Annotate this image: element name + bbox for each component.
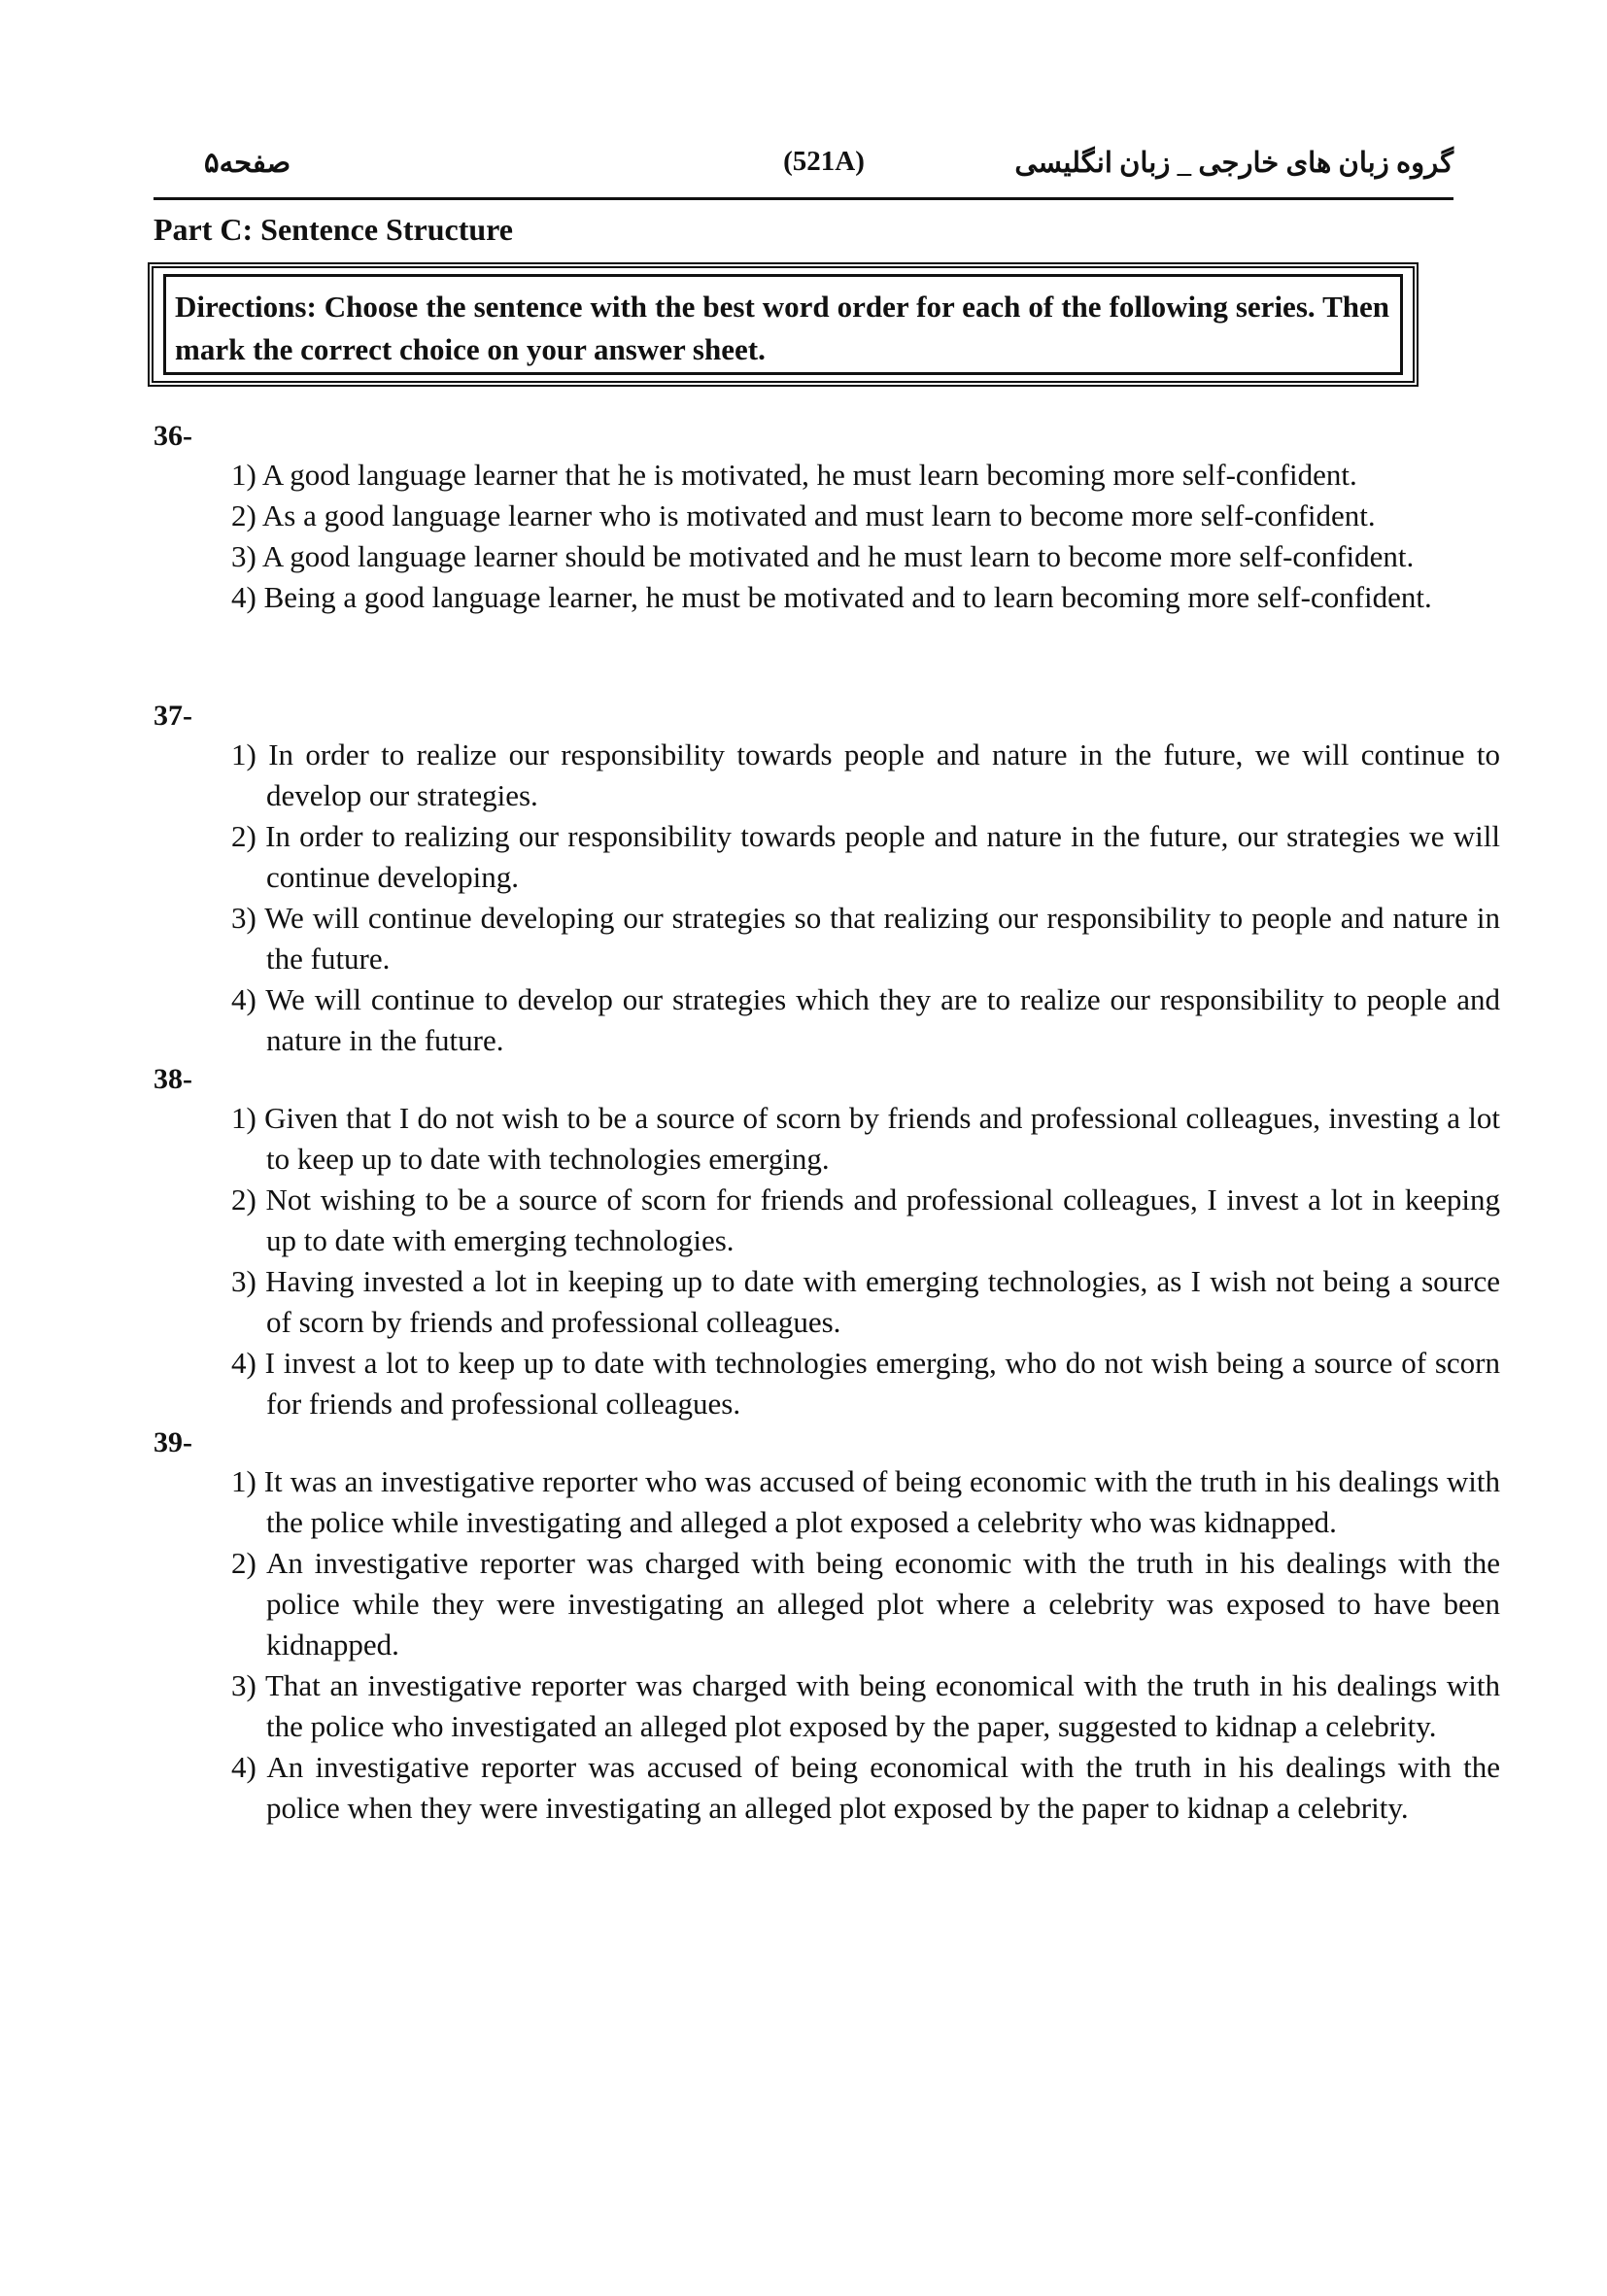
option-label: 4) [231,1346,256,1380]
option-label: 1) [231,737,256,771]
header-divider [154,197,1453,200]
option-text: A good language learner that he is motivated, he must learn becoming more self-confident. [261,458,1357,492]
option-text: A good language learner should be motivated and he must learn to become more self-confident. [261,539,1415,573]
option-label: 2) [231,1182,256,1217]
option-text: Being a good language learner, he must be motivated and to learn becoming more self-confident. [263,580,1432,614]
option-text: I invest a lot to keep up to date with technologies emerging, who do not wish being a source of scorn for friends and professional colleagues. [264,1346,1501,1421]
option-text: That an investigative reporter was charged with being economical with the truth in his dealings with the police who investigated an alleged plot exposed by the paper, suggested to kidnap a celebrity. [264,1668,1500,1743]
option-text: Not wishing to be a source of scorn for friends and professional colleagues, I invest a lot in keeping up to date with emerging technologies. [265,1182,1500,1257]
option-text: Having invested a lot in keeping up to date with emerging technologies, as I wish not being a source of scorn by friends and professional colleagues. [265,1264,1501,1339]
page-header [154,146,1453,187]
option-text: As a good language learner who is motivated and must learn to become more self-confident. [261,498,1376,532]
option-2[interactable] [231,816,1500,898]
option-label: 4) [231,580,256,614]
option-text: Given that I do not wish to be a source of scorn by friends and professional colleagues, investing a lot to keep up to date with technologies emerging. [264,1101,1501,1176]
option-label: 4) [231,982,256,1016]
option-label: 1) [231,1101,256,1135]
option-3[interactable] [231,1665,1500,1747]
option-label: 3) [231,1264,256,1298]
option-label: 3) [231,539,256,573]
option-text: In order to realizing our responsibility towards people and nature in the future, our strategies we will continue developing. [265,819,1501,894]
option-label: 1) [231,458,256,492]
option-1[interactable] [231,455,1500,496]
exam-group-title: گروه زبان های خارجی _ زبان انگلیسی [1014,148,1453,179]
question-37 [154,698,1501,1061]
option-label: 2) [231,498,256,532]
part-title: Part C: Sentence Structure [154,212,513,247]
directions-text: Directions: Choose the sentence with the best word order for each of the following series. Then mark the correct choice on your answer sheet. [175,290,1389,366]
question-36 [154,418,1475,618]
booklet-code: (521A) [783,146,865,177]
option-text: An investigative reporter was accused of being economical with the truth in his dealings with the police when they were investigating an alleged plot exposed by the paper to kidnap a celebrity. [266,1750,1500,1825]
option-label: 3) [231,901,256,935]
option-label: 2) [231,819,256,853]
option-4[interactable] [231,1343,1500,1424]
question-number: 39- [154,1426,192,1458]
option-2[interactable] [231,1180,1500,1261]
option-4[interactable] [231,577,1500,618]
page-number: صفحه۵ [204,148,291,179]
option-3[interactable] [231,898,1500,979]
option-3[interactable] [231,1261,1500,1343]
option-text: We will continue to develop our strategies which they are to realize our responsibility to people and nature in the future. [265,982,1500,1057]
option-text: An investigative reporter was charged with being economic with the truth in his dealings with the police while they were investigating an alleged plot where a celebrity was exposed to have been kidnapped. [265,1546,1501,1662]
option-4[interactable] [231,1747,1500,1829]
option-4[interactable] [231,979,1500,1061]
question-number: 38- [154,1063,192,1095]
question-number: 37- [154,700,192,732]
option-3[interactable] [231,536,1500,577]
option-2[interactable] [231,496,1500,536]
option-1[interactable] [231,1461,1500,1543]
question-number: 36- [154,420,192,452]
question-38 [154,1061,1501,1424]
option-text: In order to realize our responsibility towards people and nature in the future, we will continue to develop our strategies. [266,737,1501,812]
option-text: We will continue developing our strategies so that realizing our responsibility to people and nature in the future. [264,901,1500,976]
option-label: 2) [231,1546,256,1580]
option-2[interactable] [231,1543,1500,1665]
option-label: 3) [231,1668,256,1702]
option-label: 4) [231,1750,256,1784]
directions-box [148,262,1419,387]
option-text: It was an investigative reporter who was accused of being economic with the truth in his dealings with the police while investigating and alleged a plot exposed a celebrity who was kidnapped. [263,1464,1501,1539]
option-label: 1) [231,1464,256,1498]
question-39 [154,1424,1501,1829]
option-1[interactable] [231,1098,1500,1180]
option-1[interactable] [231,735,1500,816]
